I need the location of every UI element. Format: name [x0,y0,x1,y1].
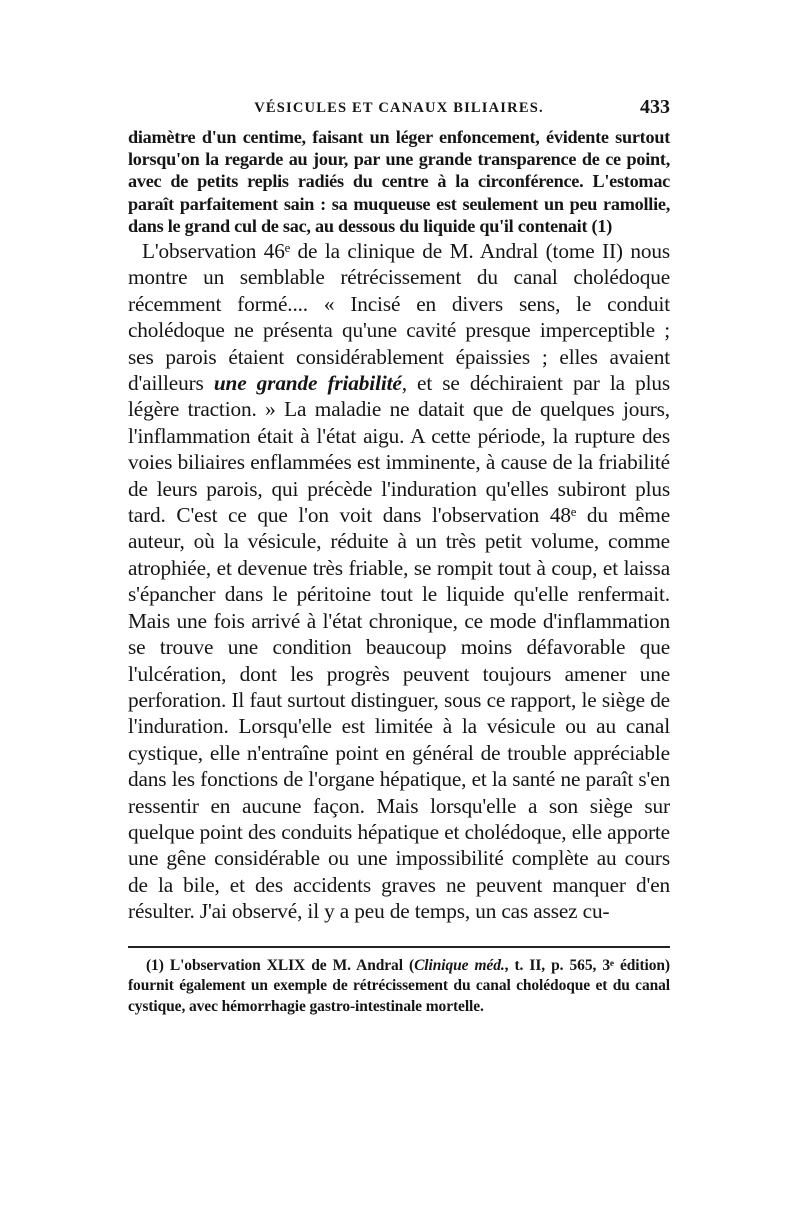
page-number: 433 [640,96,670,118]
paragraph-text-end: , et se déchiraient par la plus légère traction. » La maladie ne datait que de quelques jours, l'inflammation était à l'état aigu. A cette période, la rupture des voies biliaires enflammées est imminente, à cause de la friabilité de leurs parois, qui précède l'induration qu'elles subiront plus tard. C'est ce que l'on voit dans l'observation 48ᵉ du même auteur, où la vésicule, réduite à un très petit volume, comme atrophiée, et devenue très friable, se rompit tout à coup, et laissa s'épancher dans le péritoine tout le liquide qu'elle renfermait. Mais une fois arrivé à l'état chronique, ce mode d'inflammation se trouve une condition beaucoup moins défavorable que l'ulcération, dont les progrès peuvent toujours amener une perforation. Il faut surtout distinguer, sous ce rapport, le siège de l'induration. Lorsqu'elle est limitée à la vésicule ou au canal cystique, elle n'entraîne point en général de trouble appréciable dans les fonctions de l'organe hépatique, et la santé ne paraît s'en ressentir en aucune façon. Mais lorsqu'elle a son siège sur quelque point des conduits hépatique et cholédoque, elle apporte une gêne considérable ou une impossibilité complète au cours de la bile, et des accidents graves ne peuvent manquer d'en résulter. J'ai observé, il y a peu de temps, un cas assez cu- [128,371,670,924]
footnote-text-end: , t. II, p. 565, 3ᵉ édition) fournit également un exemple de rétrécissement du canal cholédoque et du canal cystique, avec hémorrhagie gastro-intestinale mortelle. [128,956,670,1015]
emphasis-friabilite: une grande friabilité [213,371,402,396]
footnote-rule [128,946,670,948]
footnote [128,956,670,1018]
paragraph-continuation: diamètre d'un centime, faisant un léger enfoncement, évidente surtout lorsqu'on la regarde au jour, par une grande transparence de ce point, avec de petits replis radiés du centre à la circonférence. L'estomac paraît parfaitement sain : sa muqueuse est seulement un peu ramollie, dans le grand cul de sac, au dessous du liquide qu'il contenait (1) [128,127,670,236]
paragraph-observation [128,238,670,925]
book-page [128,96,670,1017]
running-header [128,96,670,126]
footnote-citation-title: Clinique méd. [414,956,505,974]
paragraph-text-start: L'observation 46ᵉ de la clinique de M. Andral (tome II) nous montre un semblable rétrécissement du canal cholédoque récemment formé.... « Incisé en divers sens, le conduit cholédoque ne présenta qu'une cavité presque imperceptible ; ses parois étaient considérablement épaissies ; elles avaient d'ailleurs [128,239,670,396]
running-title: VÉSICULES ET CANAUX BILIAIRES. [254,100,544,116]
footnote-text-start: (1) L'observation XLIX de M. Andral ( [146,956,415,974]
